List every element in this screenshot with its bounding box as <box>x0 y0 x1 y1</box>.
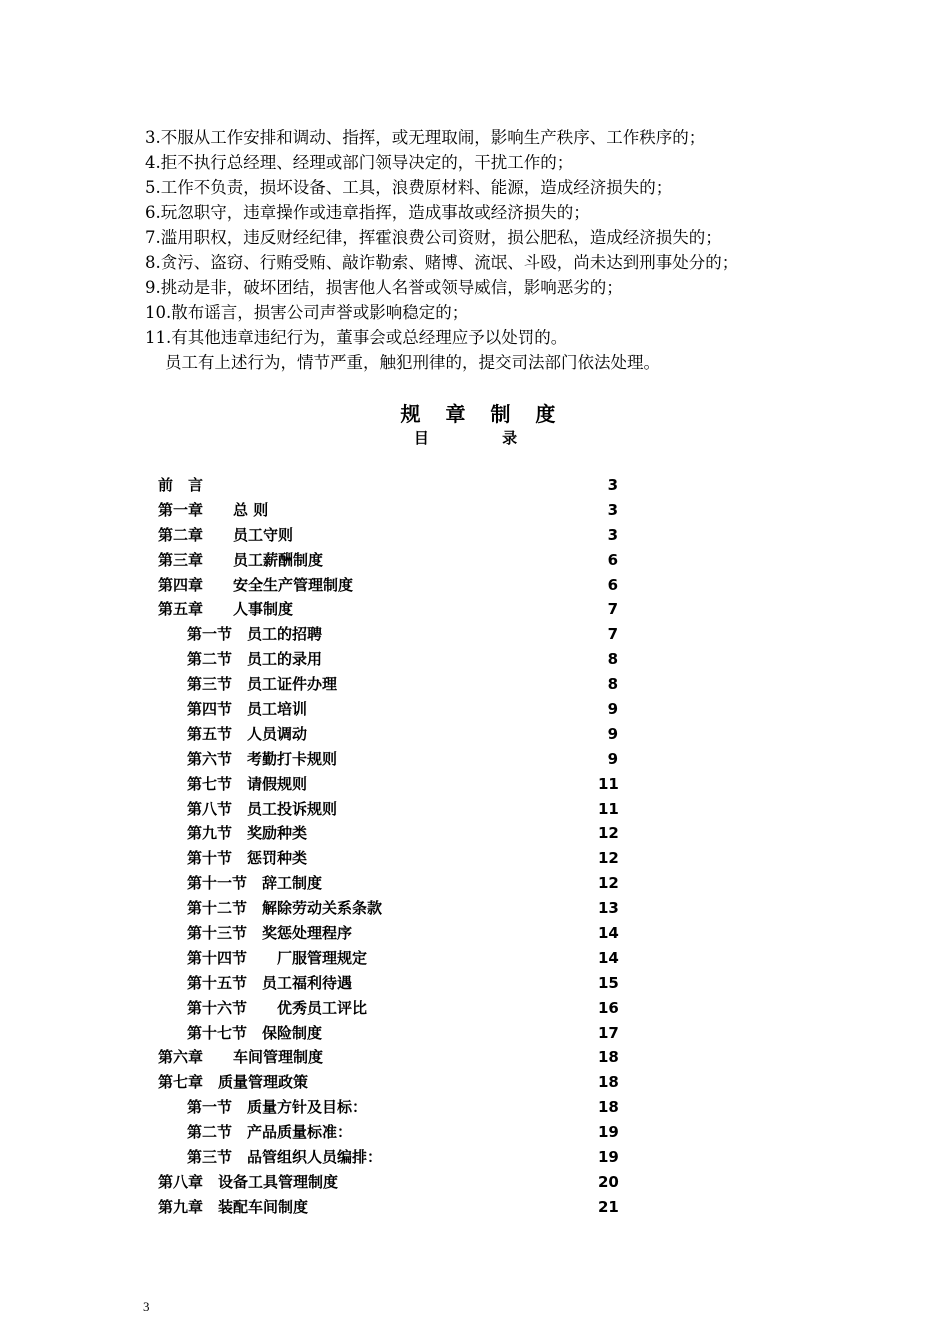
toc-entry-page: 18 <box>598 1073 619 1092</box>
toc-entry-label: 第十一节 辞工制度 <box>187 874 323 893</box>
toc-entry-label: 第八节 员工投诉规则 <box>187 799 338 818</box>
toc-section-entry[interactable] <box>158 772 628 797</box>
toc-chapter-entry[interactable] <box>158 1045 628 1070</box>
toc-entry-label: 第八章 设备工具管理制度 <box>158 1172 339 1191</box>
toc-entry-page: 17 <box>598 1023 619 1042</box>
toc-entry-page: 3 <box>607 525 618 544</box>
toc-chapter-entry[interactable] <box>158 597 628 622</box>
toc-entry-label: 第一节 员工的招聘 <box>187 625 323 644</box>
toc-section-entry[interactable] <box>158 1145 628 1170</box>
toc-section-entry[interactable] <box>158 946 628 971</box>
toc-entry-label: 前 言 <box>158 476 204 494</box>
toc-entry-page: 14 <box>598 948 619 967</box>
toc-entry-page: 3 <box>607 500 618 519</box>
toc-entry-page: 19 <box>598 1123 619 1142</box>
toc-section-entry[interactable] <box>158 747 628 772</box>
rule-item: 9.挑动是非，破坏团结，损害他人名誉或领导威信，影响恶劣的； <box>145 278 623 297</box>
toc-entry-label: 第十五节 员工福利待遇 <box>187 973 353 992</box>
footer-page-number: 3 <box>143 1299 150 1314</box>
table-of-contents <box>158 473 628 1220</box>
toc-chapter-entry[interactable] <box>158 1170 628 1195</box>
toc-entry-label: 第六节 考勤打卡规则 <box>187 749 338 768</box>
toc-entry-page: 6 <box>607 550 618 569</box>
toc-entry-label: 第三节 品管组织人员编排： <box>187 1148 383 1167</box>
toc-entry-label: 第十六节 优秀员工评比 <box>187 998 368 1017</box>
rule-item: 3.不服从工作安排和调动、指挥，或无理取闹，影响生产秩序、工作秩序的； <box>145 128 706 147</box>
rule-item: 6.玩忽职守，违章操作或违章指挥，造成事故或经济损失的； <box>145 203 590 222</box>
toc-entry-label: 第十二节 解除劳动关系条款 <box>187 899 383 918</box>
rule-item: 7.滥用职权，违反财经纪律，挥霍浪费公司资财，损公肥私，造成经济损失的； <box>145 228 722 247</box>
toc-entry-label: 第四章 安全生产管理制度 <box>158 575 354 594</box>
toc-entry-page: 12 <box>598 849 619 868</box>
toc-entry-label: 第九章 装配车间制度 <box>158 1197 309 1216</box>
toc-section-entry[interactable] <box>158 1021 628 1046</box>
toc-entry-label: 第十节 惩罚种类 <box>187 849 308 868</box>
toc-entry-page: 21 <box>598 1197 619 1216</box>
toc-entry-label: 第二节 员工的录用 <box>187 650 323 669</box>
toc-entry-label: 第三节 员工证件办理 <box>187 675 338 694</box>
toc-section-entry[interactable] <box>158 1095 628 1120</box>
toc-entry-label: 第一章 总 则 <box>158 500 269 519</box>
toc-section-entry[interactable] <box>158 797 628 822</box>
toc-chapter-entry[interactable] <box>158 573 628 598</box>
toc-entry-page: 9 <box>607 700 618 719</box>
toc-chapter-entry[interactable] <box>158 473 628 498</box>
toc-chapter-entry[interactable] <box>158 548 628 573</box>
rule-item: 5.工作不负责，损坏设备、工具，浪费原材料、能源，造成经济损失的； <box>145 178 673 197</box>
rules-list <box>145 125 845 375</box>
closing-note: 员工有上述行为，情节严重，触犯刑律的，提交司法部门依法处理。 <box>165 353 660 372</box>
toc-entry-page: 19 <box>598 1148 619 1167</box>
toc-entry-page: 9 <box>607 724 618 743</box>
toc-section-entry[interactable] <box>158 871 628 896</box>
toc-section-entry[interactable] <box>158 821 628 846</box>
toc-entry-label: 第十七节 保险制度 <box>187 1023 323 1042</box>
toc-entry-label: 第七章 质量管理政策 <box>158 1073 309 1092</box>
toc-entry-label: 第五章 人事制度 <box>158 600 294 619</box>
toc-section-entry[interactable] <box>158 672 628 697</box>
toc-entry-label: 第七节 请假规则 <box>187 774 308 793</box>
toc-chapter-entry[interactable] <box>158 1195 628 1220</box>
toc-section-entry[interactable] <box>158 921 628 946</box>
toc-entry-page: 18 <box>598 1098 619 1117</box>
toc-entry-label: 第一节 质量方针及目标： <box>187 1098 368 1117</box>
toc-entry-label: 第二章 员工守则 <box>158 525 294 544</box>
toc-entry-label: 第四节 员工培训 <box>187 700 308 719</box>
toc-chapter-entry[interactable] <box>158 498 628 523</box>
toc-section-entry[interactable] <box>158 896 628 921</box>
toc-entry-label: 第五节 人员调动 <box>187 724 308 743</box>
toc-entry-page: 20 <box>598 1172 619 1191</box>
toc-entry-page: 7 <box>607 600 618 619</box>
toc-entry-page: 13 <box>598 899 619 918</box>
toc-entry-page: 12 <box>598 824 619 843</box>
toc-entry-page: 7 <box>607 625 618 644</box>
toc-entry-label: 第九节 奖励种类 <box>187 824 308 843</box>
toc-section-entry[interactable] <box>158 1120 628 1145</box>
toc-entry-page: 8 <box>607 650 618 669</box>
toc-section-entry[interactable] <box>158 647 628 672</box>
toc-entry-page: 3 <box>607 476 618 494</box>
toc-entry-label: 第六章 车间管理制度 <box>158 1048 324 1067</box>
rule-item: 4.拒不执行总经理、经理或部门领导决定的，干扰工作的； <box>145 153 574 172</box>
toc-entry-page: 15 <box>598 973 619 992</box>
toc-section-entry[interactable] <box>158 996 628 1021</box>
toc-entry-page: 12 <box>598 874 619 893</box>
toc-section-entry[interactable] <box>158 971 628 996</box>
toc-entry-page: 14 <box>598 924 619 943</box>
toc-entry-label: 第十三节 奖惩处理程序 <box>187 924 353 943</box>
toc-chapter-entry[interactable] <box>158 523 628 548</box>
toc-section-entry[interactable] <box>158 846 628 871</box>
document-title: 规 章 制 度 <box>400 402 565 426</box>
toc-entry-label: 第十四节 厂服管理规定 <box>187 948 368 967</box>
toc-entry-page: 11 <box>598 799 619 818</box>
toc-heading: 目 录 <box>413 429 552 447</box>
toc-entry-page: 8 <box>607 675 618 694</box>
toc-entry-label: 第二节 产品质量标准： <box>187 1123 353 1142</box>
toc-entry-page: 11 <box>598 774 619 793</box>
toc-entry-page: 9 <box>607 749 618 768</box>
toc-entry-page: 18 <box>598 1048 619 1067</box>
toc-section-entry[interactable] <box>158 722 628 747</box>
toc-entry-page: 16 <box>598 998 619 1017</box>
rule-item: 10.散布谣言，损害公司声誉或影响稳定的； <box>145 303 469 322</box>
toc-section-entry[interactable] <box>158 622 628 647</box>
rule-item: 11.有其他违章违纪行为，董事会或总经理应予以处罚的。 <box>145 328 568 347</box>
toc-entry-page: 6 <box>607 575 618 594</box>
toc-section-entry[interactable] <box>158 697 628 722</box>
rule-item: 8.贪污、盗窃、行贿受贿、敲诈勒索、赌博、流氓、斗殴，尚未达到刑事处分的； <box>145 253 739 272</box>
toc-chapter-entry[interactable] <box>158 1070 628 1095</box>
toc-entry-label: 第三章 员工薪酬制度 <box>158 550 324 569</box>
